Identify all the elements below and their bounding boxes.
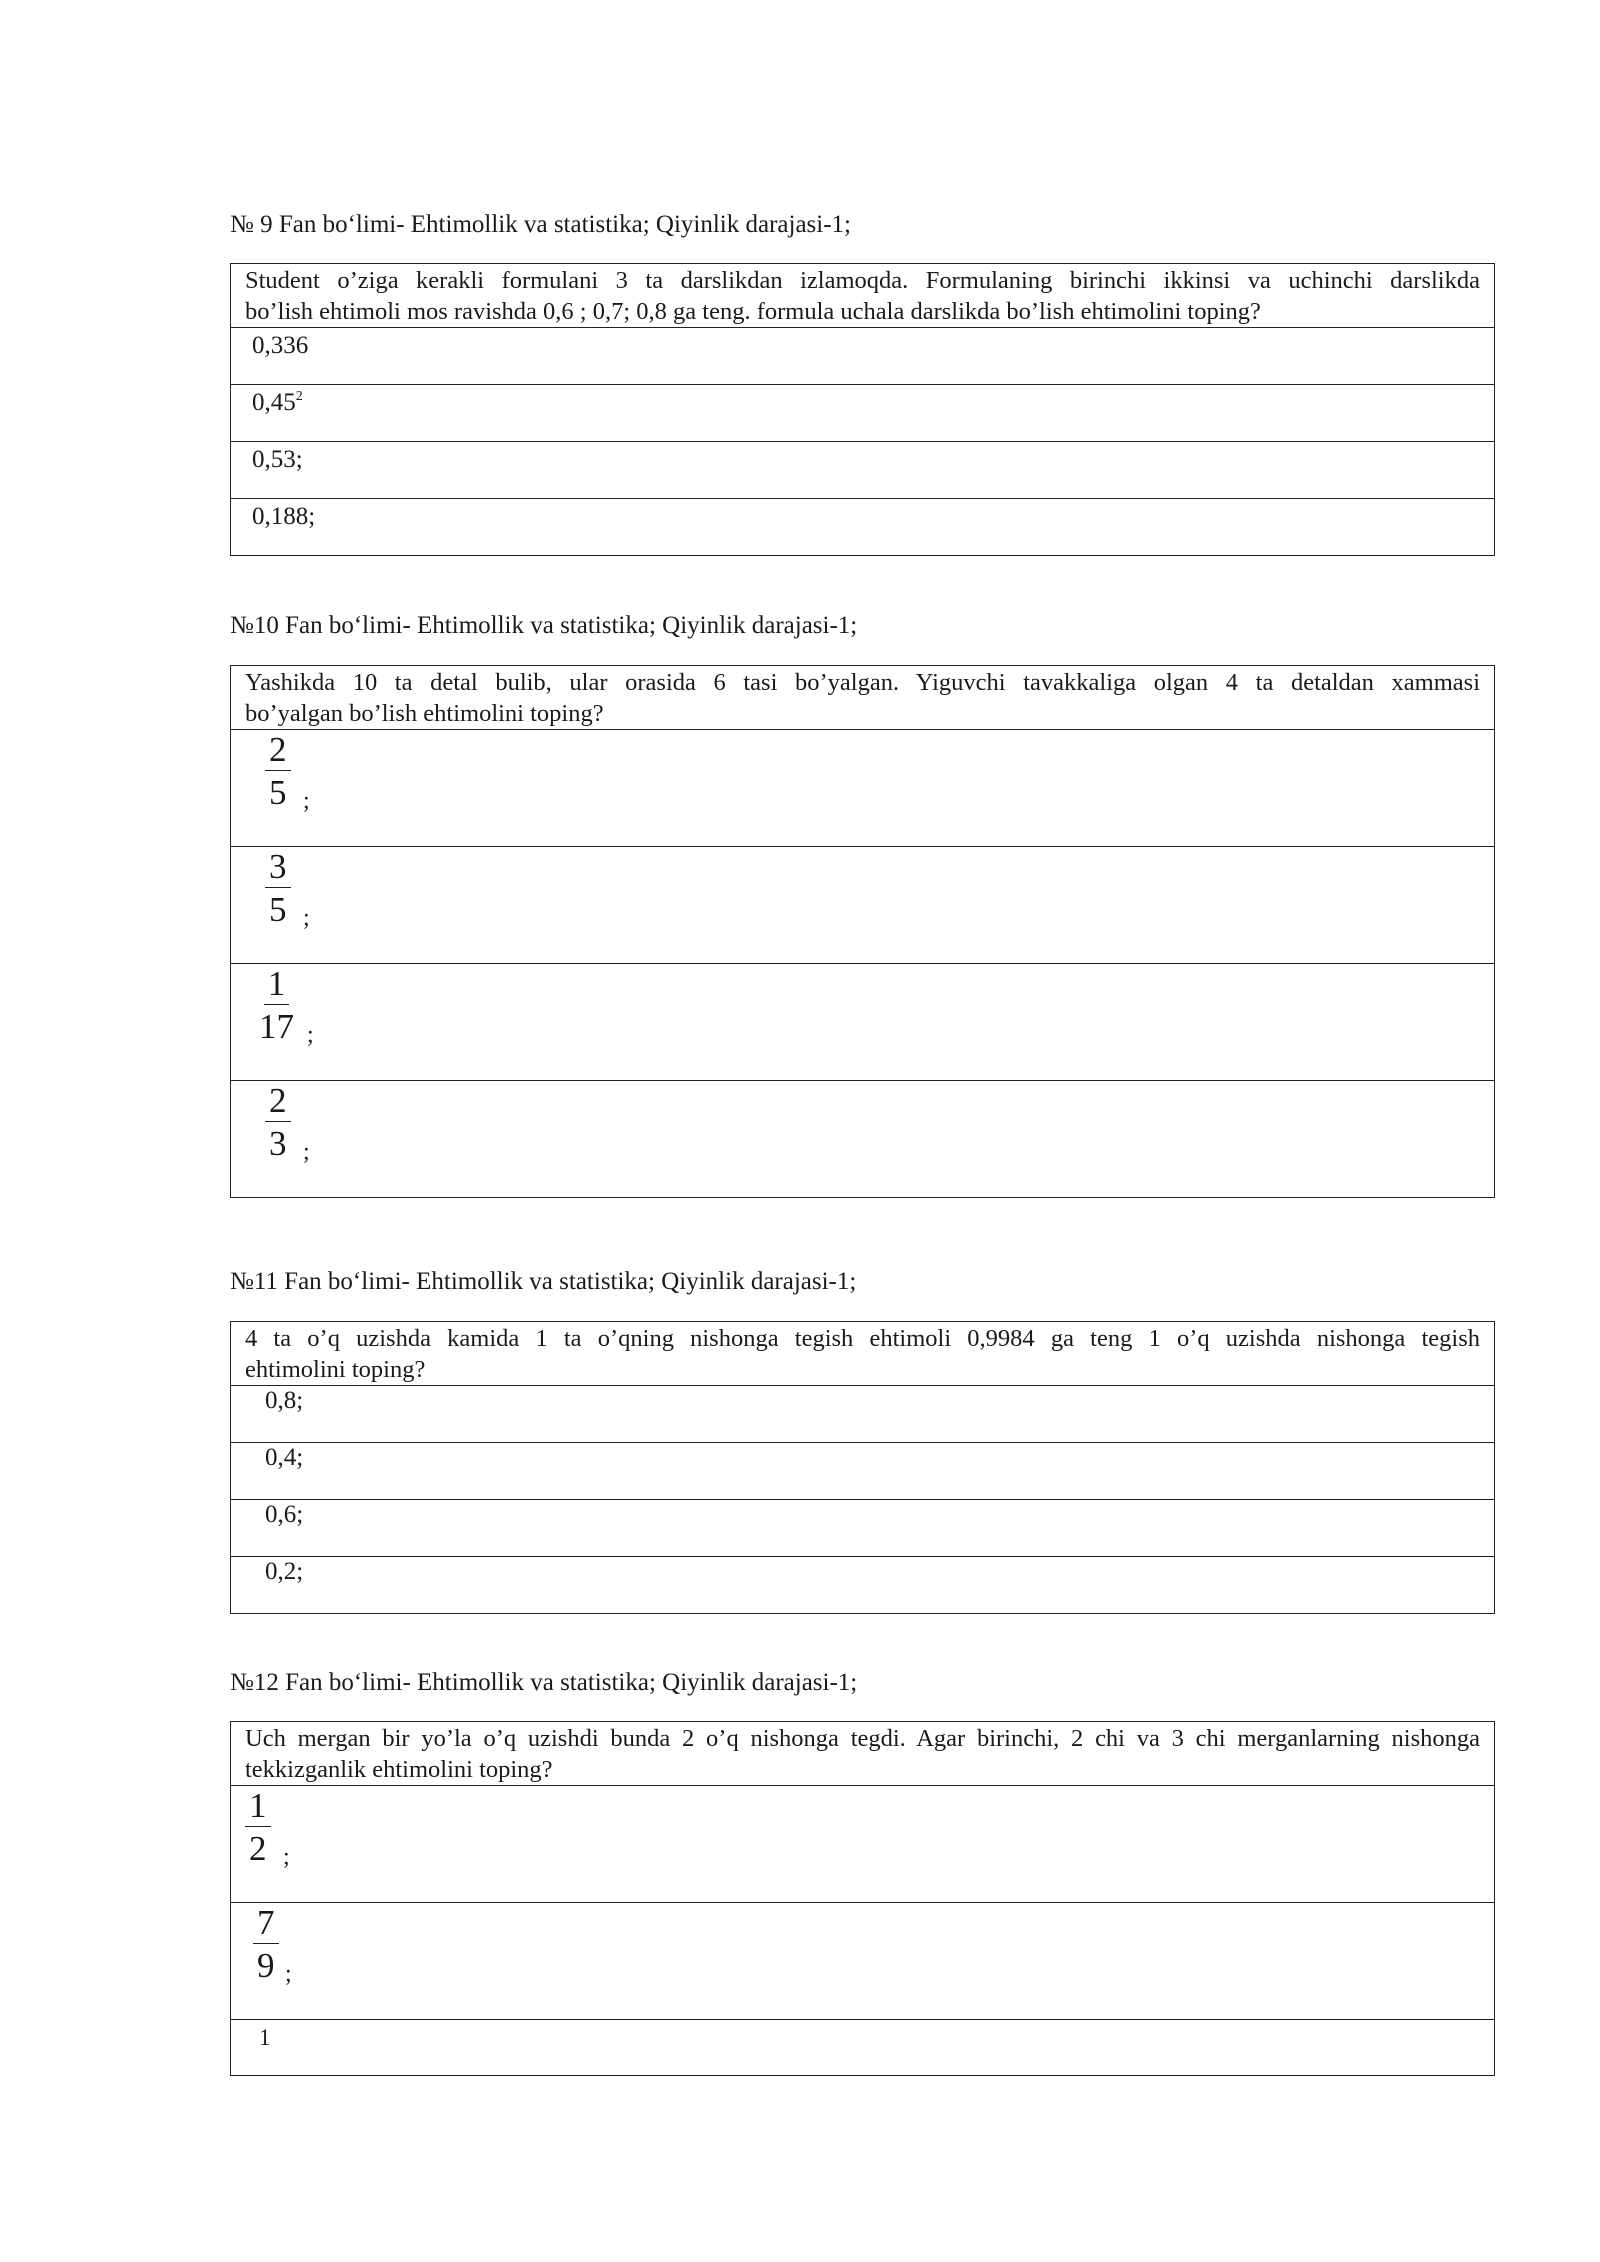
question-12-text bbox=[231, 1722, 1494, 1786]
question-12-table bbox=[230, 1721, 1495, 2076]
question-11-option-d[interactable] bbox=[231, 1557, 1494, 1613]
denominator: 2 bbox=[249, 1829, 267, 1868]
denominator: 5 bbox=[269, 773, 287, 812]
question-12-line-2: tekkizganlik ehtimolini toping? bbox=[245, 1756, 553, 1783]
question-10-line-2: bo’yalgan bo’lish ehtimolini toping? bbox=[245, 700, 604, 727]
question-9-option-a[interactable] bbox=[231, 328, 1494, 385]
option-a-label: 0,8; bbox=[265, 1387, 304, 1414]
question-9-heading: № 9 Fan bo‘limi- Ehtimollik va statistika; Qiyinlik darajasi-1; bbox=[230, 211, 851, 238]
question-9-option-b[interactable] bbox=[231, 385, 1494, 442]
question-11-text bbox=[231, 1322, 1494, 1386]
fraction bbox=[259, 964, 294, 1049]
question-9-option-d[interactable] bbox=[231, 499, 1494, 555]
fraction bbox=[265, 847, 291, 932]
question-10-option-d[interactable] bbox=[231, 1081, 1494, 1197]
question-11-table bbox=[230, 1321, 1495, 1614]
fraction bbox=[245, 1786, 271, 1871]
question-11-option-a[interactable] bbox=[231, 1386, 1494, 1443]
option-b-label: 0,45$^2$ bbox=[252, 389, 303, 416]
question-9-option-c[interactable] bbox=[231, 442, 1494, 499]
option-c-label: 0,53; bbox=[252, 446, 303, 473]
question-9-table bbox=[230, 263, 1495, 556]
semicolon: ; bbox=[303, 905, 310, 931]
question-10-heading: №10 Fan bo‘limi- Ehtimollik va statistika; Qiyinlik darajasi-1; bbox=[230, 612, 858, 639]
question-12-option-b[interactable] bbox=[231, 1903, 1494, 2020]
semicolon: ; bbox=[303, 788, 310, 814]
semicolon: ; bbox=[307, 1022, 314, 1048]
denominator: 3 bbox=[269, 1124, 287, 1163]
question-11-line-1: 4 ta o’q uzishda kamida 1 ta o’qning nishonga tegish ehtimoli 0,9984 ga teng 1 o’q uzishda nishonga tegish bbox=[245, 1325, 1480, 1352]
denominator: 5 bbox=[269, 890, 287, 929]
option-d-label: 0,2; bbox=[265, 1558, 304, 1585]
semicolon: ; bbox=[283, 1844, 290, 1870]
question-10-option-a[interactable] bbox=[231, 730, 1494, 847]
question-12-heading: №12 Fan bo‘limi- Ehtimollik va statistika; Qiyinlik darajasi-1; bbox=[230, 1669, 858, 1696]
question-9-line-1: Student o’ziga kerakli formulani 3 ta darslikdan izlamoqda. Formulaning birinchi ikkinsi va uchinchi darslikda bbox=[245, 267, 1480, 294]
denominator: 17 bbox=[259, 1007, 294, 1046]
numerator: 2 bbox=[265, 730, 291, 771]
fraction bbox=[265, 1081, 291, 1166]
numerator: 1 bbox=[245, 1786, 271, 1827]
numerator: 2 bbox=[265, 1081, 291, 1122]
question-10-line-1: Yashikda 10 ta detal bulib, ular orasida 6 tasi bo’yalgan. Yiguvchi tavakkaliga olgan 4 ta detaldan xammasi bbox=[245, 669, 1480, 696]
denominator: 9 bbox=[257, 1946, 275, 1985]
option-b-label: 0,4; bbox=[265, 1444, 304, 1471]
semicolon: ; bbox=[285, 1961, 292, 1987]
option-c-label: 0,6; bbox=[265, 1501, 304, 1528]
option-d-label: 0,188; bbox=[252, 503, 316, 530]
numerator: 7 bbox=[253, 1903, 279, 1944]
fraction bbox=[253, 1903, 279, 1988]
numerator: 1 bbox=[264, 964, 290, 1005]
question-9-line-2: bo’lish ehtimoli mos ravishda 0,6 ; 0,7; 0,8 ga teng. formula uchala darslikda bo’lish ehtimolini toping? bbox=[245, 298, 1261, 325]
option-a-label: 0,336 bbox=[252, 332, 309, 359]
exponent: 2 bbox=[295, 389, 303, 404]
option-c-label: 1 bbox=[259, 2025, 271, 2050]
question-12-line-1: Uch mergan bir yo’la o’q uzishdi bunda 2 o’q nishonga tegdi. Agar birinchi, 2 chi va 3 chi merganlarning nishonga bbox=[245, 1725, 1480, 1752]
question-10-table bbox=[230, 665, 1495, 1198]
question-9-text bbox=[231, 264, 1494, 328]
question-10-text bbox=[231, 666, 1494, 730]
semicolon: ; bbox=[303, 1139, 310, 1165]
question-11-line-2: ehtimolini toping? bbox=[245, 1356, 426, 1383]
question-10-option-b[interactable] bbox=[231, 847, 1494, 964]
question-11-heading: №11 Fan bo‘limi- Ehtimollik va statistika; Qiyinlik darajasi-1; bbox=[230, 1268, 857, 1295]
question-11-option-b[interactable] bbox=[231, 1443, 1494, 1500]
numerator: 3 bbox=[265, 847, 291, 888]
question-10-option-c[interactable] bbox=[231, 964, 1494, 1081]
question-11-option-c[interactable] bbox=[231, 1500, 1494, 1557]
question-12-option-c[interactable] bbox=[231, 2020, 1494, 2075]
question-12-option-a[interactable] bbox=[231, 1786, 1494, 1903]
fraction bbox=[265, 730, 291, 815]
